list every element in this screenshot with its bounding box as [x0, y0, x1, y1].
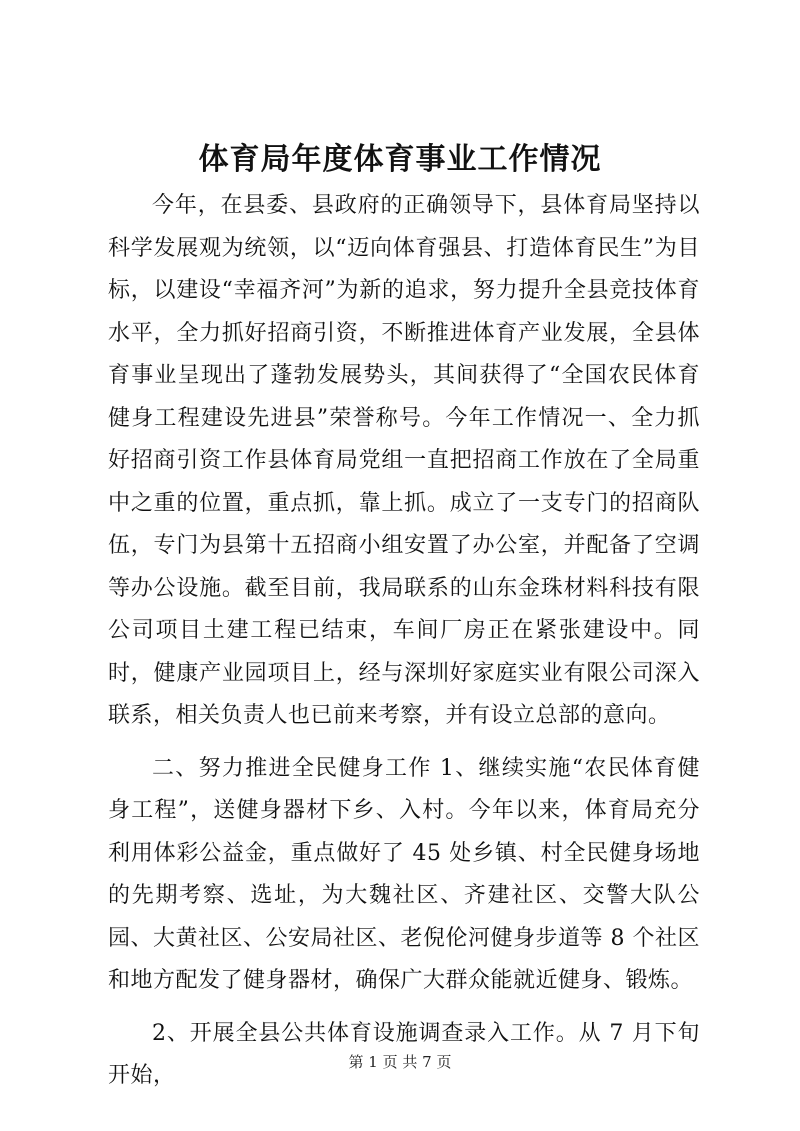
document-title: 体育局年度体育事业工作情况	[198, 142, 602, 177]
paragraph-1: 今年，在县委、县政府的正确领导下，县体育局坚持以科学发展观为统领，以“迈向体育强县、打造体育民生”为目标，以建设“幸福齐河”为新的追求，努力提升全县竞技体育水平，全力抓好招商引资，不断推进体育产业发展，全县体育事业呈现出了蓬勃发展势头，其间获得了“全国农民体育健身工程建设先进县”荣誉称号。今年工作情况一、全力抓好招商引资工作县体育局党组一直把招商工作放在了全局重中之重的位置，重点抓，靠上抓。成立了一支专门的招商队伍，专门为县第十五招商小组安置了办公室，并配备了空调等办公设施。截至目前，我局联系的山东金珠材料科技有限公司项目土建工程已结束，车间厂房正在紧张建设中。同时，健康产业园项目上，经与深圳好家庭实业有限公司深入联系，相关负责人也已前来考察，并有设立总部的意向。	[108, 193, 700, 728]
page-footer: 第 1 页 共 7 页	[348, 1053, 452, 1071]
paragraph-3: 2、开展全县公共体育设施调查录入工作。从 7 月下旬开始，	[108, 1020, 700, 1088]
document-body	[108, 185, 700, 1098]
paragraph-2: 二、努力推进全民健身工作 1、继续实施“农民体育健身工程”，送健身器材下乡、入村。今年以来，体育局充分利用体彩公益金，重点做好了 45 处乡镇、村全民健身场地的先期考察、选址，为大魏社区、齐建社区、交警大队公园、大黄社区、公安局社区、老倪伦河健身步道等 8 个社区和地方配发了健身器材，确保广大群众能就近健身、锻炼。	[108, 755, 700, 993]
